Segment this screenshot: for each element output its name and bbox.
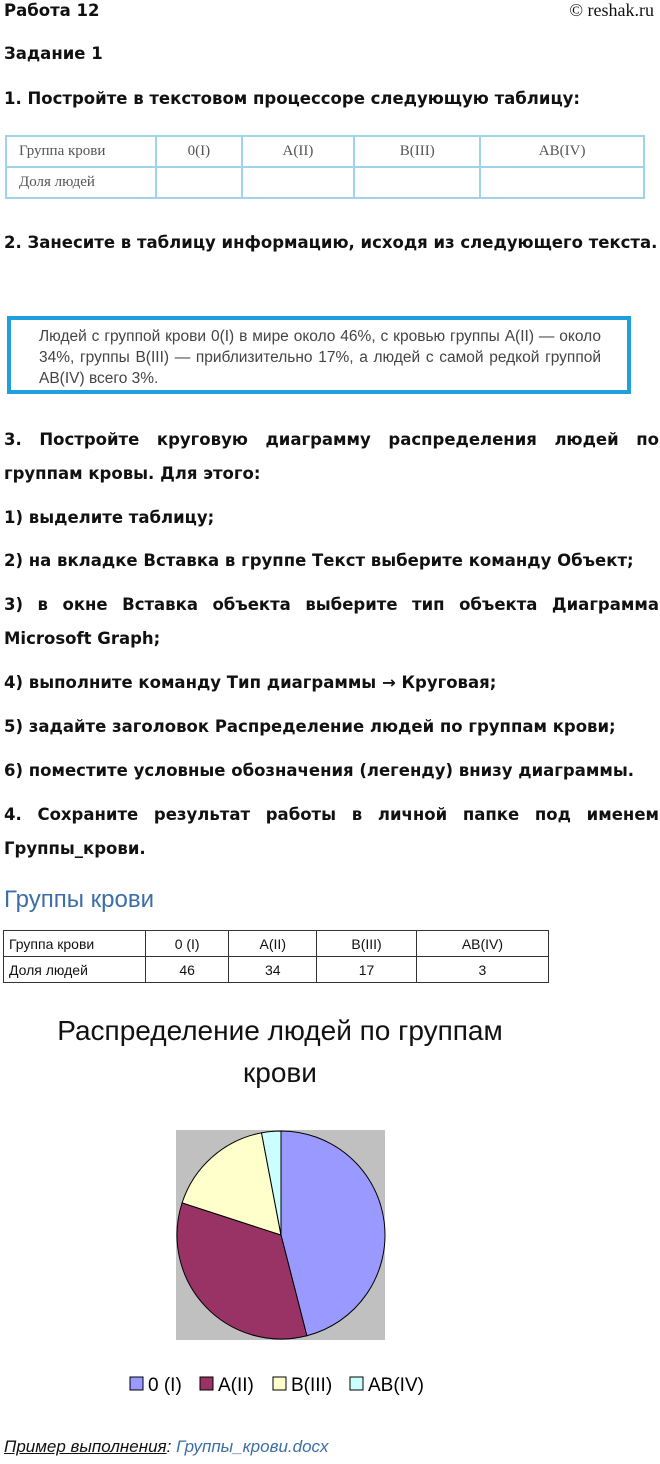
cell	[354, 167, 480, 198]
legend-swatch	[130, 1377, 143, 1390]
table-row	[4, 931, 549, 957]
legend-label: AB(IV)	[368, 1375, 424, 1396]
cell: A(II)	[229, 931, 317, 957]
cell: Доля людей	[6, 167, 156, 198]
step-3: 3. Постройте круговую диаграмму распределения людей по группам кровы. Для этого:	[4, 430, 659, 483]
task-title: Задание 1	[4, 44, 103, 63]
step-3-4: 4) выполните команду Тип диаграммы → Круговая;	[4, 673, 497, 692]
step-3-1: 1) выделите таблицу;	[4, 508, 215, 527]
legend-label: A(II)	[218, 1375, 254, 1396]
step-1: 1. Постройте в текстовом процессоре следующую таблицу:	[4, 89, 581, 108]
cell: 3	[416, 957, 548, 983]
answer-table	[3, 930, 549, 983]
cell: A(II)	[242, 136, 355, 167]
legend-label: 0 (I)	[148, 1375, 182, 1396]
cell: AB(IV)	[416, 931, 548, 957]
step-3-5: 5) задайте заголовок Распределение людей по группам крови;	[4, 717, 616, 736]
task-table	[5, 135, 645, 199]
legend-swatch	[200, 1377, 213, 1390]
step-3-3: 3) в окне Вставка объекта выберите тип объекта Диаграмма Microsoft Graph;	[4, 595, 659, 648]
table-row	[6, 136, 644, 167]
step-3-2: 2) на вкладке Вставка в группе Текст выберите команду Объект;	[4, 551, 634, 570]
cell	[480, 167, 644, 198]
footer-sep: :	[166, 1437, 177, 1456]
step-2: 2. Занесите в таблицу информацию, исходя из следующего текста.	[4, 233, 658, 252]
cell	[156, 167, 242, 198]
legend-swatch	[350, 1377, 363, 1390]
legend-swatch	[273, 1377, 286, 1390]
site-label: © reshak.ru	[569, 0, 654, 20]
cell: 34	[229, 957, 317, 983]
cell: 0(I)	[156, 136, 242, 167]
step-3-6: 6) поместите условные обозначения (легенду) внизу диаграммы.	[4, 761, 635, 780]
work-title: Работа 12	[4, 1, 100, 20]
info-box: Людей с группой крови 0(I) в мире около 46%, с кровью группы A(II) — около 34%, группы B(III) — приблизительно 17%, а людей с самой редкой группой AB(IV) всего 3%.	[7, 316, 631, 394]
cell: Доля людей	[4, 957, 146, 983]
cell	[242, 167, 355, 198]
legend-label: B(III)	[291, 1375, 333, 1396]
footer-label: Пример выполнения	[4, 1437, 167, 1456]
cell: Группа крови	[4, 931, 146, 957]
file-link[interactable]: Группы_крови.docx	[176, 1437, 329, 1456]
cell: Группа крови	[6, 136, 156, 167]
answer-heading: Группы крови	[4, 886, 154, 913]
cell: 0 (I)	[146, 931, 229, 957]
step-4: 4. Сохраните результат работы в личной папке под именем Группы_крови.	[4, 805, 659, 858]
cell: 46	[146, 957, 229, 983]
table-row	[4, 957, 549, 983]
cell: B(III)	[354, 136, 480, 167]
pie-chart	[0, 1120, 660, 1410]
cell: B(III)	[317, 931, 417, 957]
table-row	[6, 167, 644, 198]
footer	[4, 1437, 329, 1457]
chart-title: Распределение людей по группам крови	[57, 1015, 503, 1088]
cell: 17	[317, 957, 417, 983]
cell: AB(IV)	[480, 136, 644, 167]
